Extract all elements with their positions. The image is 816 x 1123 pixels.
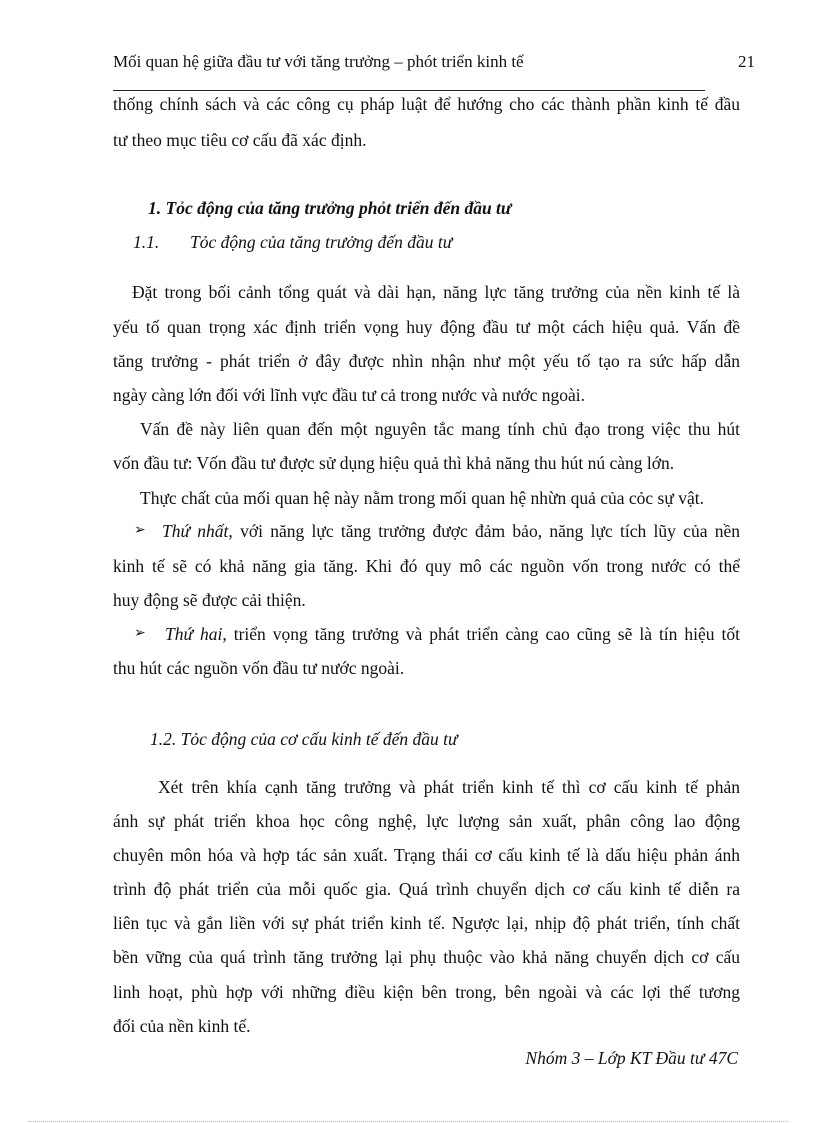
header-rule: [113, 90, 705, 91]
subsection-title: Tỏc động của tăng trưởng đến đầu tư: [190, 232, 453, 252]
bullet-line: [162, 519, 740, 543]
page-number: 21: [738, 52, 755, 71]
paragraph-line: Xét trên khía cạnh tăng trưởng và phát triển kinh tế thì cơ cấu kinh tế phản: [158, 777, 740, 797]
bullet-lead: Thứ nhất: [162, 521, 229, 541]
subsection-heading: 1.2. Tỏc động của cơ cấu kinh tế đến đầu tư: [150, 729, 458, 749]
paragraph-line: tăng trưởng - phát triển ở đây được nhìn nhận như một yếu tố tạo ra sức hấp dẫn: [113, 351, 740, 371]
paragraph-line: Vấn đề này liên quan đến một nguyên tắc mang tính chủ đạo trong việc thu hút: [140, 419, 740, 439]
arrow-bullet-icon: ➢: [134, 626, 146, 641]
bullet-lead: Thứ hai: [165, 624, 223, 644]
paragraph-line: chuyên môn hóa và hợp tác sản xuất. Trạng thái cơ cấu kinh tế là dấu hiệu phản ánh: [113, 845, 740, 865]
bullet-cont-line: huy động sẽ được cải thiện.: [113, 590, 306, 610]
bullet-line: [165, 622, 740, 646]
arrow-bullet-icon: ➢: [134, 523, 146, 538]
body-line: thống chính sách và các công cụ pháp luật để hướng cho các thành phần kinh tế đầu: [113, 94, 740, 114]
paragraph-line: Thực chất của mối quan hệ này nằm trong mối quan hệ nhừn quả của cỏc sự vật.: [140, 488, 704, 508]
paragraph-line: liên tục và gắn liền với sự phát triển kinh tế. Ngược lại, nhịp độ phát triển, tính chất: [113, 913, 740, 933]
body-line: tư theo mục tiêu cơ cấu đã xác định.: [113, 130, 367, 150]
bullet-cont-line: thu hút các nguồn vốn đầu tư nước ngoài.: [113, 658, 405, 678]
bullet-text: , triển vọng tăng trưởng và phát triển càng cao cũng sẽ là tín hiệu tốt: [222, 624, 740, 644]
paragraph-line: đối của nền kinh tế.: [113, 1016, 251, 1036]
page-bottom-border: [28, 1121, 788, 1122]
paragraph-line: yếu tố quan trọng xác định triển vọng huy động đầu tư một cách hiệu quả. Vấn đề: [113, 317, 740, 337]
page-header: [113, 52, 755, 76]
header-title: Mối quan hệ giữa đầu tư với tăng trưởng – phót triển kinh tế: [113, 52, 524, 71]
paragraph-line: vốn đầu tư: Vốn đầu tư được sử dụng hiệu quả thì khả năng thu hút nú càng lớn.: [113, 453, 675, 473]
paragraph-line: linh hoạt, phù hợp với những điều kiện bên trong, bên ngoài và các lợi thế tương: [113, 982, 740, 1002]
subsection-number: 1.1.: [133, 232, 160, 252]
paragraph-line: trình độ phát triển của mỗi quốc gia. Quá trình chuyển dịch cơ cấu kinh tế diễn ra: [113, 879, 740, 899]
bullet-text: , với năng lực tăng trưởng được đảm bảo, năng lực tích lũy của nền: [228, 521, 741, 541]
paragraph-line: bền vững của quá trình tăng trưởng lại phụ thuộc vào khả năng chuyển dịch cơ cấu: [113, 947, 740, 967]
paragraph-line: ngày càng lớn đối với lĩnh vực đầu tư cả trong nước và nước ngoài.: [113, 385, 585, 405]
bullet-cont-line: kinh tế sẽ có khả năng gia tăng. Khi đó quy mô các nguồn vốn trong nước có thể: [113, 556, 740, 576]
page-footer: Nhóm 3 – Lớp KT Đầu tư 47C: [525, 1048, 738, 1068]
section-heading: 1. Tỏc động của tăng trưởng phỏt triển đến đầu tư: [148, 198, 512, 218]
paragraph-line: Đặt trong bối cảnh tổng quát và dài hạn, năng lực tăng trưởng của nền kinh tế là: [132, 282, 740, 302]
paragraph-line: ánh sự phát triển khoa học công nghệ, lực lượng sản xuất, phân công lao động: [113, 811, 740, 831]
